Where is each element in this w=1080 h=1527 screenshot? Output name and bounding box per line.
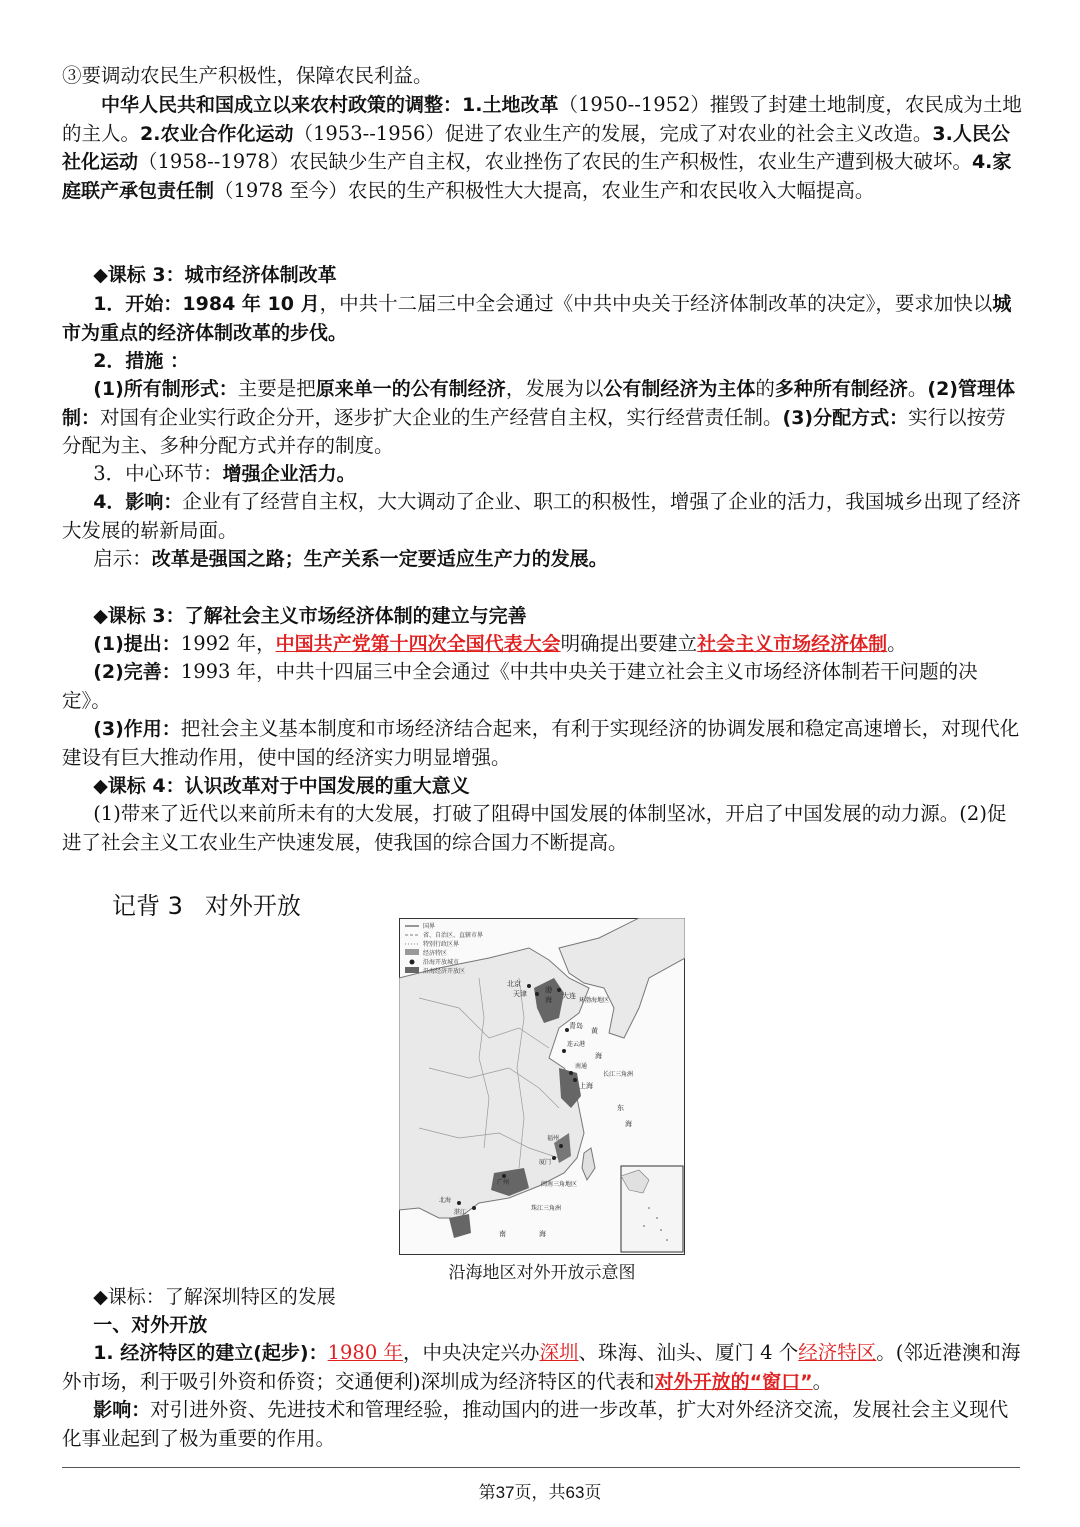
coastal-opening-map xyxy=(399,918,685,1255)
sez-establishment: 1. 经济特区的建立(起步)：1980 年，中央决定兴办深圳、珠海、汕头、厦门 4 个经济特区。(邻近港澳和海外市场，利于吸引外资和侨资；交通便利)深圳成为经济特区的代表和对外开放的“窗口”。 xyxy=(62,1341,1021,1393)
opening-subheading: 一、对外开放 xyxy=(93,1314,208,1336)
map-label-xiamen: 厦门 xyxy=(539,1159,552,1166)
urban-reform-core: 3．中心环节：增强企业活力。 xyxy=(93,462,356,485)
section-heading-urban-reform: ◆课标 3：城市经济体制改革 xyxy=(93,264,337,286)
legend-label: 沿海开放城市 xyxy=(423,959,460,966)
map-label-bo: 渤 xyxy=(545,986,552,994)
map-label-dong-hai: 海 xyxy=(625,1120,632,1128)
map-label-beijing: 北京 xyxy=(507,980,521,988)
map-label-tianjin: 天津 xyxy=(513,990,527,998)
page-number: 第37页，共63页 xyxy=(478,1483,602,1502)
map-label-huang-hai: 海 xyxy=(595,1052,602,1060)
urban-reform-impact: 4．影响：企业有了经营自主权，大大调动了企业、职工的积极性，增强了企业的活力，我国城乡出现了经济大发展的崭新局面。 xyxy=(62,490,1021,542)
map-label-beihai: 北海 xyxy=(439,1197,452,1204)
reform-significance-text: (1)带来了近代以来前所未有的大发展，打破了阻碍中国发展的体制坚冰，开启了中国发展的动力源。(2)促进了社会主义工农业生产快速发展，使我国的综合国力不断提高。 xyxy=(62,802,1007,854)
urban-reform-insight: 启示：改革是强国之路；生产关系一定要适应生产力的发展。 xyxy=(93,547,608,570)
recite-heading: 记背 3 对外开放 xyxy=(112,892,301,920)
map-label-guangzhou: 广州 xyxy=(497,1179,510,1186)
map-label-zhanjiang: 湛江 xyxy=(454,1209,467,1216)
urban-reform-measures: (1)所有制形式：主要是把原来单一的公有制经济，发展为以公有制经济为主体的多种所有制经济。(2)管理体制：对国有企业实行政企分开，逐步扩大企业的生产经营自主权，实行经营责任制。(3)分配方式：实行以按劳分配为主、多种分配方式并存的制度。 xyxy=(62,377,1015,457)
map-label-shanghai: 上海 xyxy=(579,1082,593,1090)
map-label-nan-hai: 海 xyxy=(539,1230,546,1238)
map-caption: 沿海地区对外开放示意图 xyxy=(448,1263,636,1283)
market-improvement: (2)完善：1993 年，中共十四届三中全会通过《中共中央关于建立社会主义市场经济体制若干问题的决定》。 xyxy=(62,660,978,712)
map-label-lianyungang: 连云港 xyxy=(567,1041,586,1048)
section-heading-shenzhen: ◆课标：了解深圳特区的发展 xyxy=(93,1286,336,1308)
map-label-dalian: 大连 xyxy=(562,992,576,1000)
legend-label: 沿海经济开放区 xyxy=(423,968,466,975)
map-label-nan: 南 xyxy=(499,1230,506,1238)
sez-impact: 影响：对引进外资、先进技术和管理经验，推动国内的进一步改革，扩大对外经济交流，发展社会主义现代化事业起到了极为重要的作用。 xyxy=(62,1398,1009,1450)
map-label-fuzhou: 福州 xyxy=(547,1135,560,1142)
urban-reform-measures-label: 2．措施 ： xyxy=(93,350,190,372)
map-label-minnan-delta: 闽南三角地区 xyxy=(541,1181,578,1188)
map-label-pearl-delta: 珠江三角洲 xyxy=(531,1205,562,1212)
section-heading-market-economy: ◆课标 3：了解社会主义市场经济体制的建立与完善 xyxy=(93,605,527,627)
rural-policy-para: 中华人民共和国成立以来农村政策的调整：1.土地改革（1950--1952）摧毁了封建土地制度，农民成为土地的主人。2.农业合作化运动（1953--1956）促进了农业生产的发展，完成了对农业的社会主义改造。3.人民公社化运动（1958--1978）农民缺少生产自主权，农业挫伤了农民的生产积极性，农业生产遭到极大破坏。4.家庭联产承包责任制（1978 至今）农民的生产积极性大大提高，农业生产和农民收入大幅提高。 xyxy=(62,93,1022,202)
farmers-interest-para: ③要调动农民生产积极性，保障农民利益。 xyxy=(62,64,433,87)
legend-label: 经济特区 xyxy=(423,950,448,957)
legend-label: 特别行政区界 xyxy=(423,941,460,948)
map-label-huang: 黄 xyxy=(591,1027,598,1035)
urban-reform-start: 1．开始：1984 年 10 月，中共十二届三中全会通过《中共中央关于经济体制改革的决定》，要求加快以城市为重点的经济体制改革的步伐。 xyxy=(62,292,1012,344)
map-label-nantong: 南通 xyxy=(575,1063,588,1070)
market-role: (3)作用：把社会主义基本制度和市场经济结合起来，有利于实现经济的协调发展和稳定高速增长，对现代化建设有巨大推动作用，使中国的经济实力明显增强。 xyxy=(62,717,1020,769)
section-heading-reform-significance: ◆课标 4：认识改革对于中国发展的重大意义 xyxy=(93,775,470,797)
legend-label: 省、自治区、直辖市界 xyxy=(423,932,484,939)
map-label-dong: 东 xyxy=(617,1104,624,1112)
map-label-qingdao: 青岛 xyxy=(569,1022,583,1030)
map-label-yangtze-delta: 长江三角洲 xyxy=(603,1071,634,1078)
map-label-bo-hai: 海 xyxy=(545,996,552,1004)
map-label-bohai-region: 环渤海地区 xyxy=(579,997,610,1004)
footer-divider xyxy=(62,1467,1020,1468)
market-proposal: (1)提出：1992 年，中国共产党第十四次全国代表大会明确提出要建立社会主义市场经济体制。 xyxy=(93,632,907,655)
legend-label: 国界 xyxy=(423,923,436,930)
